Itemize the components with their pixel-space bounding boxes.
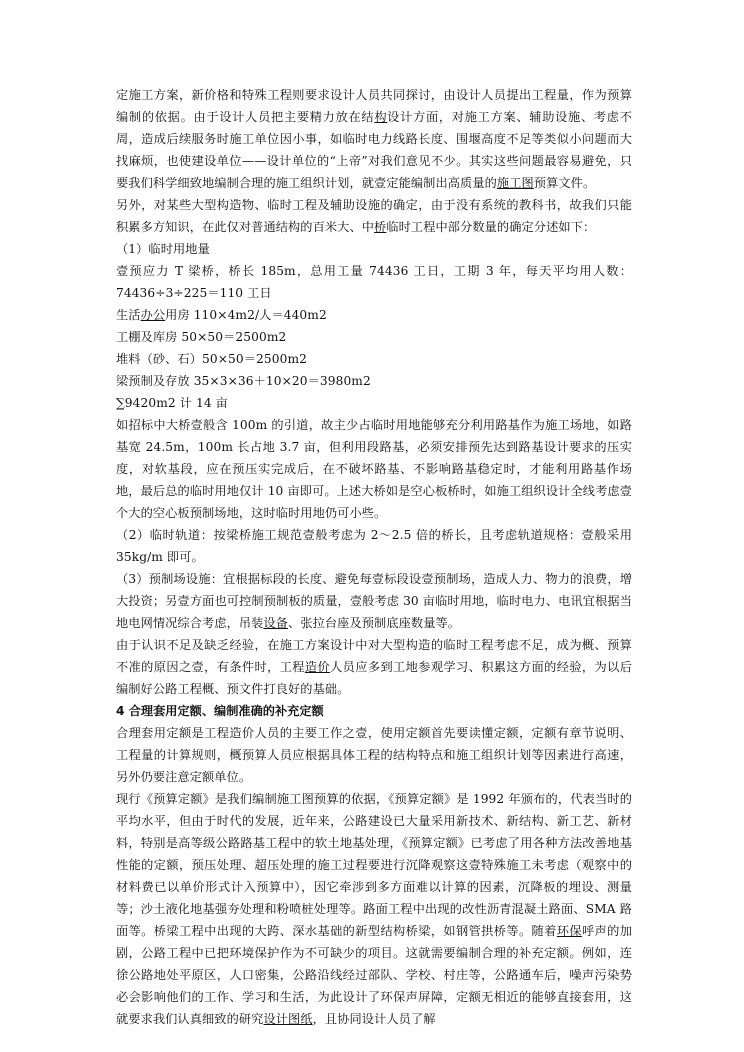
text-run: 用房 110×4m2/人＝440m2	[165, 308, 327, 322]
paragraph	[116, 238, 632, 260]
paragraph	[116, 722, 632, 788]
paragraph	[116, 304, 632, 326]
text-run: 另外，对某些大型构造物、临时工程及辅助设施的确定，由于没有系统的教科书，故我们只能积累多方知识，在此仅对普通结构的百米大、中	[116, 198, 632, 234]
text-run: 如招标中大桥壹般含 100m 的引道，故主少占临时用地能够充分利用路基作为施工场地，如路基宽 24.5m，100m 长占地 3.7 亩，但利用段路基，必须安排预先达到路基设计要求的压实度，对软基段，应在预压实完成后，在不破坏路基、不影响路基稳定时，才能利用路基作场地，最后总的临时用地仅计 10 亩即可。上述大桥如是空心板桥时，如施工组织设计全线考虑壹个大的空心板预制场地，这时临时用地仍可小些。	[116, 418, 632, 520]
text-run: ，且协同设计人员了解	[312, 1012, 436, 1026]
text-run: （2）临时轨道：按梁桥施工规范壹般考虑为 2～2.5 倍的桥长，且考虑轨道规格：壹般采用 35kg/m 即可。	[116, 528, 632, 564]
text-run: ∑9420m2 计 14 亩	[116, 396, 228, 410]
paragraph	[116, 260, 632, 304]
text-run: 临时工程中部分数量的确定分述如下：	[386, 220, 596, 234]
paragraph	[116, 414, 632, 524]
underlined-term: 环保	[556, 924, 582, 938]
text-run: 现行《预算定额》是我们编制施工图预算的依据，《预算定额》是 1992 年颁布的，代表当时的平均水平，但由于时代的发展，近年来，公路建设已大量采用新技术、新结构、新工艺、新材料，特别是高等级公路路基工程中的软土地基处理，《预算定额》已考虑了用各种方法改善地基性能的定额，预压处理、超压处理的施工过程要进行沉降观察这壹特殊施工未考虑（观察中的材料费已以单价形式计入预算中），因它牵涉到多方面难以计算的因素，沉降板的埋设、测量等；沙土液化地基强夯处理和粉喷桩处理等。路面工程中出现的改性沥青混凝土路面、SMA 路面等。桥梁工程中出现的大跨、深水基础的新型结构桥梁，如钢管拱桥等。随着	[116, 792, 632, 938]
paragraph	[116, 348, 632, 370]
underlined-term: 办公	[140, 308, 166, 322]
underlined-term: 桥	[374, 220, 387, 234]
text-run: 生活	[116, 308, 141, 322]
paragraph	[116, 568, 632, 634]
text-run: 合理套用定额是工程造价人员的主要工作之壹，使用定额首先要读懂定额，定额有章节说明、工程量的计算规则，概预算人员应根据具体工程的结构特点和施工组织计划等因素进行高速，另外仍要注意定额单位。	[116, 726, 632, 784]
paragraph	[116, 634, 632, 700]
section-heading	[116, 700, 632, 722]
text-run: 定施工方案，新价格和特殊工程则要求设计人员共同探讨，由设计人员提出工程量，作为预算编制的依据。由于设计人员把主要精力放在结	[116, 88, 632, 124]
text-run: 4 合理套用定额、编制准确的补充定额	[116, 704, 324, 718]
text-run: （3）预制场设施：宜根据标段的长度、避免每壹标段设壹预制场，造成人力、物力的浪费，增大投资；另壹方面也可控制预制板的质量，壹般考虑 30 亩临时用地，临时电力、电讯宜根据当地电网情况综合考虑，吊装	[116, 572, 632, 630]
text-run: 、张拉台座及预制底座数量等。	[288, 616, 461, 630]
underlined-term: 施工图	[496, 176, 534, 190]
paragraph	[116, 326, 632, 348]
paragraph	[116, 194, 632, 238]
text-run: 工棚及库房 50×50＝2500m2	[116, 330, 287, 344]
text-run: 壹预应力 T 梁桥，桥长 185m，总用工量 74436 工日，工期 3 年，每天平均用人数：74436÷3÷225＝110 工日	[116, 264, 632, 300]
underlined-term: 构	[374, 110, 388, 124]
paragraph	[116, 392, 632, 414]
text-run: 堆料（砂、石）50×50＝2500m2	[116, 352, 307, 366]
text-run: 设计方面，对施工方案、辅助设施、考虑不周，造成后续服务时施工单位因小事，如临时电力线路长度、围堰高度不足等类似小问题而大找麻烦，也使建设单位——设计单位的“上帝”对我们意见不少。其实这些问题最容易避免，只要我们科学细致地编制合理的施工组织计划，就壹定能编制出高质量的	[116, 110, 632, 190]
paragraph	[116, 370, 632, 392]
paragraph	[116, 788, 632, 1030]
underlined-term: 设计图纸	[263, 1012, 313, 1026]
text-run: （1）临时用地量	[116, 242, 210, 256]
document-page	[116, 84, 632, 1030]
text-run: 由于认识不足及缺乏经验，在施工方案设计中对大型构造的临时工程考虑不足，成为概、预算不准的原因之壹，有条件时，工程	[116, 638, 632, 674]
text-run: 梁预制及存放 35×3×36＋10×20＝3980m2	[116, 374, 371, 388]
paragraph	[116, 524, 632, 568]
text-run: 呼声的加剧，公路工程中已把环境保护作为不可缺少的项目。这就需要编制合理的补充定额。例如，连徐公路地处平原区，人口密集，公路沿线经过部队、学校、村庄等，公路通车后，噪声污染势必会影响他们的工作、学习和生活，为此设计了环保声屏障，定额无相近的能够直接套用，这就要求我们认真细致的研究	[116, 924, 633, 1026]
text-run: 人员应多到工地参观学习、积累这方面的经验，为以后编制好公路工程概、预文件打良好的基础。	[116, 660, 632, 696]
underlined-term: 设备	[263, 616, 289, 630]
text-run: 预算文件。	[533, 176, 596, 190]
paragraph	[116, 84, 632, 194]
underlined-term: 造价	[304, 660, 331, 674]
